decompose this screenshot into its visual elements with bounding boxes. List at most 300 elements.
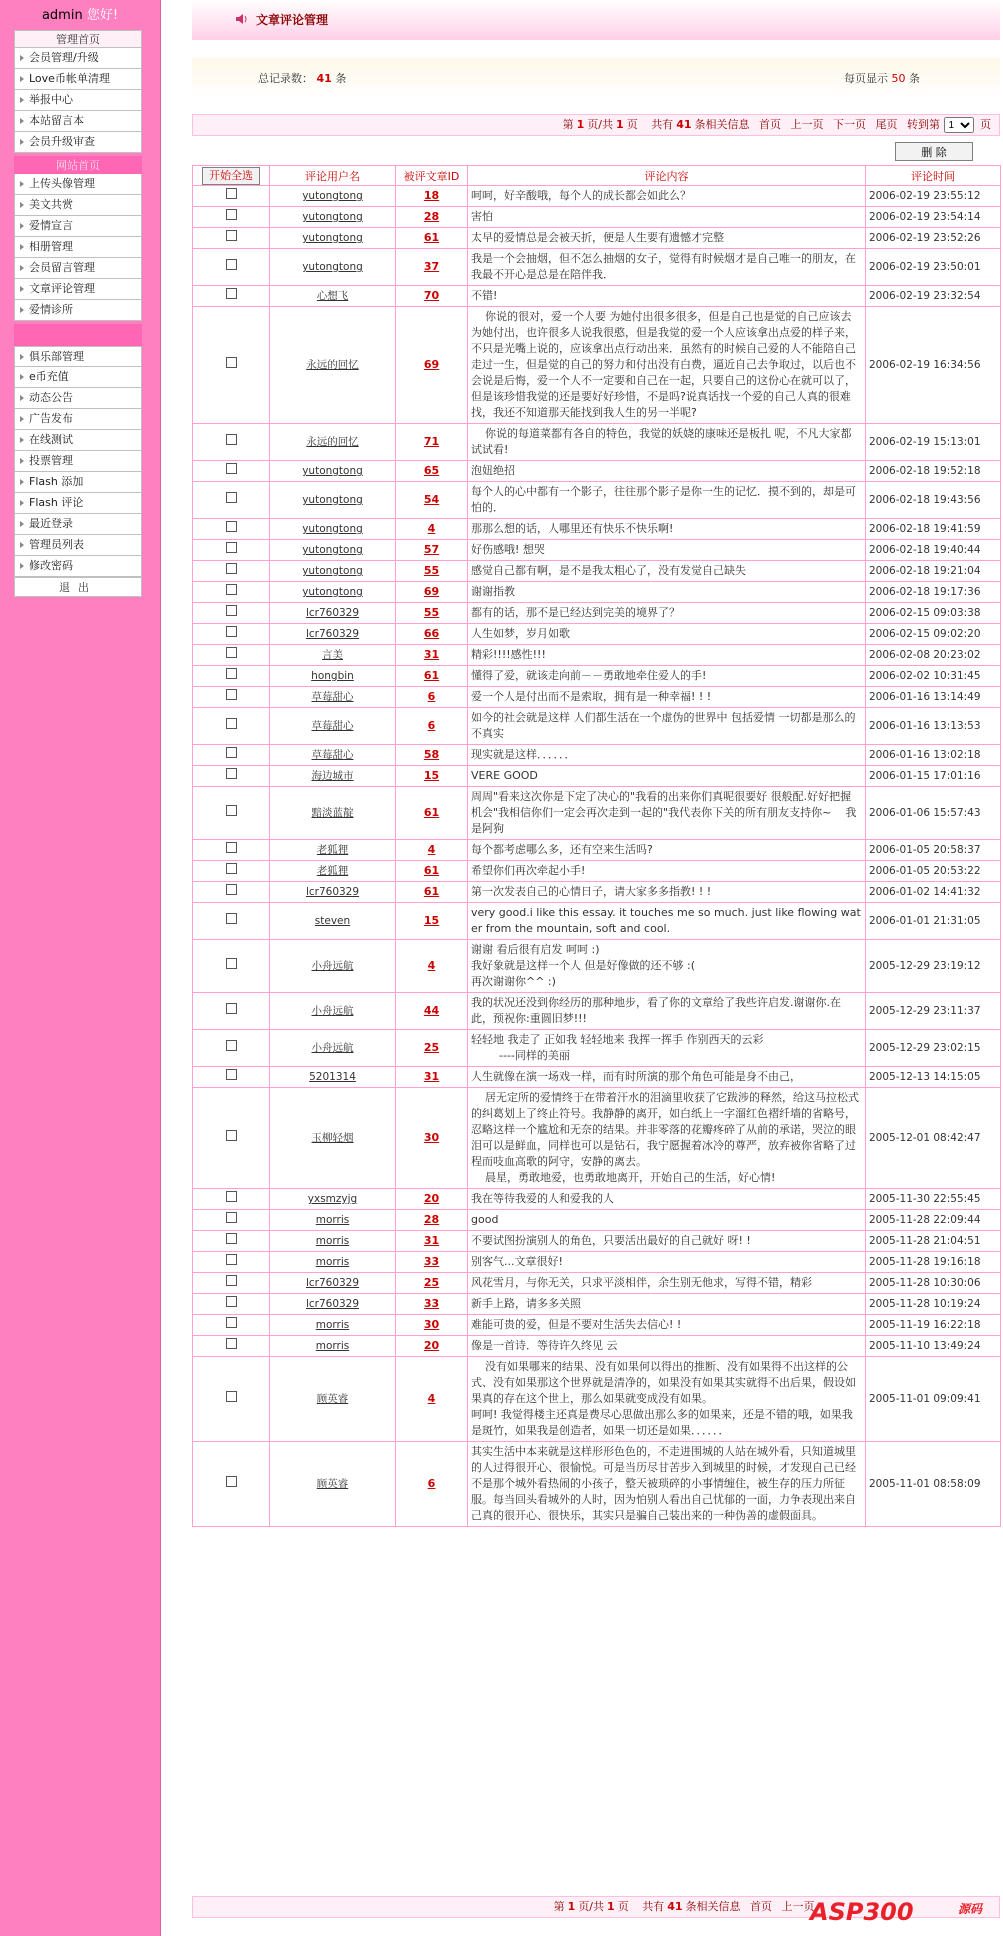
comment-time: 2006-02-18 19:21:04 <box>866 561 1001 582</box>
row-checkbox[interactable] <box>226 1476 237 1487</box>
article-id-link[interactable]: 44 <box>396 993 468 1030</box>
pager-prev-link[interactable]: 上一页 <box>781 1900 815 1913</box>
row-checkbox[interactable] <box>226 1191 237 1202</box>
sidebar-item[interactable] <box>14 48 142 69</box>
comment-time: 2006-02-19 23:50:01 <box>866 249 1001 286</box>
article-id-link[interactable]: 61 <box>396 666 468 687</box>
comment-username[interactable]: 玉柳轻烟 <box>270 1088 396 1189</box>
sidebar-item[interactable] <box>14 472 142 493</box>
row-select-cell <box>193 186 270 207</box>
comment-username[interactable]: 顾英睿 <box>270 1357 396 1442</box>
per-page-unit: 条 <box>909 72 920 85</box>
sidebar-item[interactable] <box>14 111 142 132</box>
comment-username[interactable]: 5201314 <box>270 1067 396 1088</box>
sidebar-item[interactable] <box>14 451 142 472</box>
row-checkbox[interactable] <box>226 357 237 368</box>
comment-username[interactable]: yutongtong <box>270 186 396 207</box>
comment-username[interactable]: 草莓甜心 <box>270 745 396 766</box>
comment-content: 每个都考虑哪么多，还有空来生活吗? <box>468 840 866 861</box>
article-id-link[interactable]: 61 <box>396 787 468 840</box>
comment-username[interactable]: yutongtong <box>270 519 396 540</box>
row-checkbox[interactable] <box>226 188 237 199</box>
article-id-link[interactable]: 28 <box>396 207 468 228</box>
comment-username[interactable]: lcr760329 <box>270 1294 396 1315</box>
row-select-cell <box>193 903 270 940</box>
row-checkbox[interactable] <box>226 1069 237 1080</box>
article-id-link[interactable]: 6 <box>396 708 468 745</box>
arrow-right-icon <box>20 563 24 569</box>
article-id-link[interactable]: 33 <box>396 1252 468 1273</box>
article-id-link[interactable]: 71 <box>396 424 468 461</box>
table-row <box>193 561 1001 582</box>
arrow-right-icon <box>20 97 24 103</box>
sidebar-item[interactable] <box>14 132 142 153</box>
comment-username[interactable]: lcr760329 <box>270 624 396 645</box>
comment-username[interactable]: yutongtong <box>270 561 396 582</box>
arrow-right-icon <box>20 395 24 401</box>
comment-username[interactable]: yutongtong <box>270 482 396 519</box>
comment-username[interactable]: morris <box>270 1231 396 1252</box>
comment-content: 好伤感哦! 想哭 <box>468 540 866 561</box>
comment-content: 我的状况还没到你经历的那种地步，看了你的文章给了我些许启发.谢谢你.在此，预祝你:重圆旧梦!!! <box>468 993 866 1030</box>
article-id-link[interactable]: 25 <box>396 1273 468 1294</box>
row-checkbox[interactable] <box>226 884 237 895</box>
pager-first-link[interactable]: 首页 <box>759 118 781 131</box>
sidebar-item[interactable] <box>14 409 142 430</box>
article-id-link[interactable]: 55 <box>396 603 468 624</box>
arrow-right-icon <box>20 416 24 422</box>
table-row <box>193 993 1001 1030</box>
comment-username[interactable]: 草莓甜心 <box>270 687 396 708</box>
table-row <box>193 1315 1001 1336</box>
row-checkbox[interactable] <box>226 863 237 874</box>
per-page-info <box>844 70 920 86</box>
row-checkbox[interactable] <box>226 747 237 758</box>
comment-username[interactable]: steven <box>270 903 396 940</box>
comment-username[interactable]: 顾英睿 <box>270 1442 396 1527</box>
row-select-cell <box>193 461 270 482</box>
row-checkbox[interactable] <box>226 768 237 779</box>
comment-username[interactable]: 黯淡蓝靛 <box>270 787 396 840</box>
article-id-link[interactable]: 61 <box>396 228 468 249</box>
comment-username[interactable]: 小舟远航 <box>270 993 396 1030</box>
row-checkbox[interactable] <box>226 1338 237 1349</box>
sidebar-item[interactable] <box>14 174 142 195</box>
comment-time: 2006-01-02 14:41:32 <box>866 882 1001 903</box>
comment-username[interactable]: 草莓甜心 <box>270 708 396 745</box>
row-checkbox[interactable] <box>226 259 237 270</box>
row-checkbox[interactable] <box>226 605 237 616</box>
table-row <box>193 582 1001 603</box>
comment-username[interactable]: morris <box>270 1252 396 1273</box>
arrow-right-icon <box>20 76 24 82</box>
article-id-link[interactable]: 31 <box>396 645 468 666</box>
select-all-button[interactable]: 开始全选 <box>202 167 260 185</box>
pager-prev-link[interactable]: 上一页 <box>790 118 824 131</box>
comments-table <box>192 165 1001 1527</box>
asp300-watermark-logo <box>810 1898 990 1932</box>
row-checkbox[interactable] <box>226 626 237 637</box>
row-checkbox[interactable] <box>226 463 237 474</box>
table-row <box>193 1294 1001 1315</box>
comment-content: 新手上路，请多多关照 <box>468 1294 866 1315</box>
row-checkbox[interactable] <box>226 521 237 532</box>
comment-username[interactable]: 永远的回忆 <box>270 424 396 461</box>
comment-username[interactable]: lcr760329 <box>270 882 396 903</box>
pager-count: 41 <box>667 1900 683 1913</box>
arrow-right-icon <box>20 244 24 250</box>
pager-next-link[interactable]: 下一页 <box>833 118 866 131</box>
article-id-link[interactable]: 4 <box>396 519 468 540</box>
sidebar-item-label: 投票管理 <box>29 454 73 467</box>
row-checkbox[interactable] <box>226 718 237 729</box>
comment-content: 周周"看来这次你是下定了决心的"我看的出来你们真呢很要好 很般配.好好把握机会"我相信你们一定会再次走到一起的"我代表你下关的所有朋友支持你~ 我是阿狗 <box>468 787 866 840</box>
comment-content: 现实就是这样．．．．．． <box>468 745 866 766</box>
sidebar-item-label: 最近登录 <box>29 517 73 530</box>
arrow-right-icon <box>20 118 24 124</box>
table-row <box>193 708 1001 745</box>
sidebar-item-label: 会员升级审查 <box>29 135 95 148</box>
comment-time: 2005-12-29 23:02:15 <box>866 1030 1001 1067</box>
article-id-link[interactable]: 37 <box>396 249 468 286</box>
table-row <box>193 1210 1001 1231</box>
comment-content: 都有的话，那不是已经达到完美的境界了？ <box>468 603 866 624</box>
sidebar-item[interactable] <box>14 216 142 237</box>
comment-username[interactable]: yutongtong <box>270 228 396 249</box>
comment-time: 2006-02-08 20:23:02 <box>866 645 1001 666</box>
row-select-cell <box>193 708 270 745</box>
comment-username[interactable]: yutongtong <box>270 249 396 286</box>
sidebar-item[interactable] <box>14 195 142 216</box>
arrow-right-icon <box>20 55 24 61</box>
comment-time: 2005-11-10 13:49:24 <box>866 1336 1001 1357</box>
total-records <box>258 70 346 86</box>
sidebar-item-label: 管理员列表 <box>29 538 84 551</box>
row-select-cell <box>193 1357 270 1442</box>
nav-group-site <box>14 156 142 321</box>
article-id-link[interactable]: 65 <box>396 461 468 482</box>
row-select-cell <box>193 482 270 519</box>
pager-text: 条相关信息 <box>685 1900 741 1913</box>
row-checkbox[interactable] <box>226 1254 237 1265</box>
comment-time: 2006-02-19 16:34:56 <box>866 307 1001 424</box>
comment-content: 爱一个人是付出而不是索取，拥有是一种幸福! ! ! <box>468 687 866 708</box>
table-row <box>193 207 1001 228</box>
article-id-link[interactable]: 61 <box>396 882 468 903</box>
arrow-right-icon <box>20 354 24 360</box>
article-id-link[interactable]: 28 <box>396 1210 468 1231</box>
pager-current: 1 <box>576 118 585 131</box>
comment-time: 2006-02-02 10:31:45 <box>866 666 1001 687</box>
row-select-cell <box>193 1030 270 1067</box>
sidebar-item[interactable] <box>14 388 142 409</box>
row-checkbox[interactable] <box>226 1317 237 1328</box>
sidebar-item[interactable] <box>14 556 142 577</box>
row-checkbox[interactable] <box>226 1275 237 1286</box>
comment-content: 我是一个会抽烟，但不怎么抽烟的女子，觉得有时候烟才是自己唯一的朋友，在我最不开心是总是在陪伴我． <box>468 249 866 286</box>
row-select-cell <box>193 787 270 840</box>
comment-content: 感觉自己都有啊，是不是我太粗心了，没有发觉自己缺失 <box>468 561 866 582</box>
pager-text: 页 <box>617 1900 629 1913</box>
table-row <box>193 1252 1001 1273</box>
greeting-text: 您好! <box>86 8 119 23</box>
comment-username[interactable]: yutongtong <box>270 461 396 482</box>
admin-name: admin <box>41 8 83 23</box>
sidebar-item[interactable] <box>14 237 142 258</box>
row-checkbox[interactable] <box>226 288 237 299</box>
article-id-link[interactable]: 66 <box>396 624 468 645</box>
article-id-link[interactable]: 69 <box>396 582 468 603</box>
comment-time: 2005-12-29 23:19:12 <box>866 940 1001 993</box>
sidebar-item-label: Love币帐单清理 <box>29 72 110 85</box>
comment-time: 2006-02-19 23:52:26 <box>866 228 1001 249</box>
article-id-link[interactable]: 58 <box>396 745 468 766</box>
sidebar-item[interactable] <box>14 346 142 367</box>
comment-time: 2006-02-19 23:55:12 <box>866 186 1001 207</box>
delete-button[interactable]: 删 除 <box>895 142 973 161</box>
row-select-cell <box>193 1189 270 1210</box>
comment-username[interactable]: 小舟远航 <box>270 940 396 993</box>
comment-username[interactable]: 永远的回忆 <box>270 307 396 424</box>
table-row <box>193 1088 1001 1189</box>
comment-username[interactable]: yutongtong <box>270 207 396 228</box>
comment-username[interactable]: yxsmzyjg <box>270 1189 396 1210</box>
article-id-link[interactable]: 54 <box>396 482 468 519</box>
row-checkbox[interactable] <box>226 563 237 574</box>
article-id-link[interactable]: 20 <box>396 1336 468 1357</box>
select-all-cell <box>193 166 270 186</box>
comment-username[interactable]: 海边城市 <box>270 766 396 787</box>
comment-username[interactable]: 小舟远航 <box>270 1030 396 1067</box>
sidebar-item[interactable] <box>14 367 142 388</box>
comment-username[interactable]: 老狐狸 <box>270 840 396 861</box>
comment-username[interactable]: yutongtong <box>270 582 396 603</box>
row-select-cell <box>193 286 270 307</box>
table-header-row <box>193 166 1001 186</box>
article-id-link[interactable]: 20 <box>396 1189 468 1210</box>
row-select-cell <box>193 745 270 766</box>
table-row <box>193 249 1001 286</box>
row-checkbox[interactable] <box>226 1040 237 1051</box>
nav-head-admin-home[interactable]: 管理首页 <box>14 30 142 48</box>
sidebar-item[interactable] <box>14 493 142 514</box>
comment-time: 2006-02-15 09:03:38 <box>866 603 1001 624</box>
total-label: 总记录数： <box>258 72 313 85</box>
pager-text: 页 <box>626 118 638 131</box>
sidebar-item[interactable] <box>14 279 142 300</box>
nav-group-other <box>14 324 142 597</box>
comment-username[interactable]: 老狐狸 <box>270 861 396 882</box>
article-id-link[interactable]: 61 <box>396 861 468 882</box>
table-row <box>193 307 1001 424</box>
comment-content: 没有如果哪来的结果、没有如果何以得出的推断、没有如果得不出这样的公式、没有如果那这个世界就是清净的，如果没有如果其实就得不出后果，假设如果真的存在这个世上，那么如果就变成没有如果。 呵呵! 我觉得楼主还真是费尽心思做出那么多的如果来，还是不错的哦，如果我是斑竹，如果我是创造者，如果一切还是如果．．．．．． <box>468 1357 866 1442</box>
comment-content: 如今的社会就是这样 人们都生活在一个虚伪的世界中 包括爱情 一切都是那么的不真实 <box>468 708 866 745</box>
row-checkbox[interactable] <box>226 668 237 679</box>
comment-username[interactable]: lcr760329 <box>270 1273 396 1294</box>
article-id-link[interactable]: 15 <box>396 903 468 940</box>
row-checkbox[interactable] <box>226 1233 237 1244</box>
comment-username[interactable]: morris <box>270 1315 396 1336</box>
watermark-logo-text: ASP300 <box>810 1898 914 1926</box>
sidebar-item[interactable] <box>14 69 142 90</box>
article-id-link[interactable]: 55 <box>396 561 468 582</box>
article-id-link[interactable]: 70 <box>396 286 468 307</box>
row-checkbox[interactable] <box>226 230 237 241</box>
row-checkbox[interactable] <box>226 1391 237 1402</box>
arrow-right-icon <box>20 265 24 271</box>
comment-content: 风花雪月，与你无关，只求平淡相伴，余生别无他求，写得不错，精彩 <box>468 1273 866 1294</box>
row-select-cell <box>193 1273 270 1294</box>
pager-text: 页/共 <box>587 118 614 131</box>
comment-content: good <box>468 1210 866 1231</box>
logout-button[interactable]: 退出 <box>14 577 142 597</box>
table-row <box>193 286 1001 307</box>
row-select-cell <box>193 1210 270 1231</box>
article-id-link[interactable]: 4 <box>396 940 468 993</box>
comment-content: 人生就像在演一场戏一样，而有时所演的那个角色可能是身不由己， <box>468 1067 866 1088</box>
comment-username[interactable]: yutongtong <box>270 540 396 561</box>
table-row <box>193 666 1001 687</box>
row-checkbox[interactable] <box>226 1003 237 1014</box>
pager-total-pages: 1 <box>616 118 624 131</box>
article-id-link[interactable]: 57 <box>396 540 468 561</box>
table-row <box>193 624 1001 645</box>
article-id-link[interactable]: 25 <box>396 1030 468 1067</box>
row-checkbox[interactable] <box>226 492 237 503</box>
comment-username[interactable]: morris <box>270 1210 396 1231</box>
title-bar <box>192 0 1000 40</box>
sidebar-item[interactable] <box>14 430 142 451</box>
article-id-link[interactable]: 15 <box>396 766 468 787</box>
summary-bar <box>192 58 1000 98</box>
article-id-link[interactable]: 18 <box>396 186 468 207</box>
row-select-cell <box>193 1231 270 1252</box>
row-checkbox[interactable] <box>226 1212 237 1223</box>
sidebar-item[interactable] <box>14 258 142 279</box>
comment-username[interactable]: morris <box>270 1336 396 1357</box>
comment-content: 我在等待我爱的人和爱我的人 <box>468 1189 866 1210</box>
sidebar-item[interactable] <box>14 300 142 321</box>
comment-content: 希望你们再次牵起小手! <box>468 861 866 882</box>
pager-top <box>192 114 1000 136</box>
row-checkbox[interactable] <box>226 913 237 924</box>
comment-time: 2006-01-16 13:02:18 <box>866 745 1001 766</box>
pager-count: 41 <box>676 118 692 131</box>
table-row <box>193 1067 1001 1088</box>
arrow-right-icon <box>20 307 24 313</box>
article-id-link[interactable]: 30 <box>396 1088 468 1189</box>
sidebar-item[interactable] <box>14 514 142 535</box>
comment-time: 2005-11-01 09:09:41 <box>866 1357 1001 1442</box>
row-checkbox[interactable] <box>226 434 237 445</box>
comment-time: 2006-02-18 19:41:59 <box>866 519 1001 540</box>
sidebar-item-label: e币充值 <box>29 370 69 383</box>
article-id-link[interactable]: 30 <box>396 1315 468 1336</box>
row-checkbox[interactable] <box>226 209 237 220</box>
sidebar <box>0 0 161 1936</box>
article-id-link[interactable]: 4 <box>396 1357 468 1442</box>
row-checkbox[interactable] <box>226 1296 237 1307</box>
comment-username[interactable]: 言美 <box>270 645 396 666</box>
sidebar-item-label: 在线测试 <box>29 433 73 446</box>
table-row <box>193 424 1001 461</box>
article-id-link[interactable]: 6 <box>396 687 468 708</box>
row-checkbox[interactable] <box>226 647 237 658</box>
row-checkbox[interactable] <box>226 805 237 816</box>
comment-time: 2005-12-13 14:15:05 <box>866 1067 1001 1088</box>
sidebar-item-label: 美文共赏 <box>29 198 73 211</box>
sidebar-item-label: 修改密码 <box>29 559 73 572</box>
table-row <box>193 861 1001 882</box>
row-checkbox[interactable] <box>226 958 237 969</box>
sidebar-item[interactable] <box>14 535 142 556</box>
row-checkbox[interactable] <box>226 689 237 700</box>
comment-content: 谢谢指教 <box>468 582 866 603</box>
table-row <box>193 903 1001 940</box>
article-id-link[interactable]: 4 <box>396 840 468 861</box>
arrow-right-icon <box>20 479 24 485</box>
article-id-link[interactable]: 33 <box>396 1294 468 1315</box>
per-page-count: 50 <box>891 72 906 85</box>
row-select-cell <box>193 207 270 228</box>
pager-current: 1 <box>567 1900 576 1913</box>
row-checkbox[interactable] <box>226 1130 237 1141</box>
arrow-right-icon <box>20 521 24 527</box>
pager-first-link[interactable]: 首页 <box>750 1900 772 1913</box>
table-row <box>193 787 1001 840</box>
nav-head-site-home[interactable]: 网站首页 <box>14 156 142 174</box>
row-checkbox[interactable] <box>226 542 237 553</box>
pager-goto-select[interactable] <box>944 117 974 133</box>
row-checkbox[interactable] <box>226 584 237 595</box>
article-id-link[interactable]: 31 <box>396 1231 468 1252</box>
comment-content: 不错! <box>468 286 866 307</box>
article-id-link[interactable]: 6 <box>396 1442 468 1527</box>
sidebar-item-label: 动态公告 <box>29 391 73 404</box>
article-id-link[interactable]: 69 <box>396 307 468 424</box>
comment-username[interactable]: hongbin <box>270 666 396 687</box>
comment-content: 难能可贵的爱，但是不要对生活失去信心! ! <box>468 1315 866 1336</box>
comment-username[interactable]: lcr760329 <box>270 603 396 624</box>
row-select-cell <box>193 603 270 624</box>
row-select-cell <box>193 540 270 561</box>
table-row <box>193 603 1001 624</box>
comment-time: 2006-02-19 23:32:54 <box>866 286 1001 307</box>
table-row <box>193 1030 1001 1067</box>
article-id-link[interactable]: 31 <box>396 1067 468 1088</box>
header-article-id: 被评文章ID <box>396 166 468 186</box>
admin-greeting <box>0 4 160 23</box>
sidebar-item[interactable] <box>14 90 142 111</box>
nav-separator <box>14 324 142 346</box>
row-select-cell <box>193 766 270 787</box>
comment-username[interactable]: 心想飞 <box>270 286 396 307</box>
table-row <box>193 840 1001 861</box>
pager-total-pages: 1 <box>607 1900 615 1913</box>
row-select-cell <box>193 861 270 882</box>
comment-time: 2005-11-01 08:58:09 <box>866 1442 1001 1527</box>
watermark-suffix: 源码 <box>958 1902 983 1916</box>
row-select-cell <box>193 1252 270 1273</box>
row-checkbox[interactable] <box>226 842 237 853</box>
comment-content: 谢谢 看后很有启发 呵呵 :) 我好象就是这样一个人 但是好像做的还不够 :( 再次谢谢你^^ :) <box>468 940 866 993</box>
comment-time: 2006-02-19 15:13:01 <box>866 424 1001 461</box>
pager-last-link[interactable]: 尾页 <box>875 118 898 131</box>
sidebar-item-label: 会员管理/升级 <box>29 51 99 64</box>
table-row <box>193 228 1001 249</box>
comment-content: 害怕 <box>468 207 866 228</box>
comment-time: 2005-11-28 10:19:24 <box>866 1294 1001 1315</box>
